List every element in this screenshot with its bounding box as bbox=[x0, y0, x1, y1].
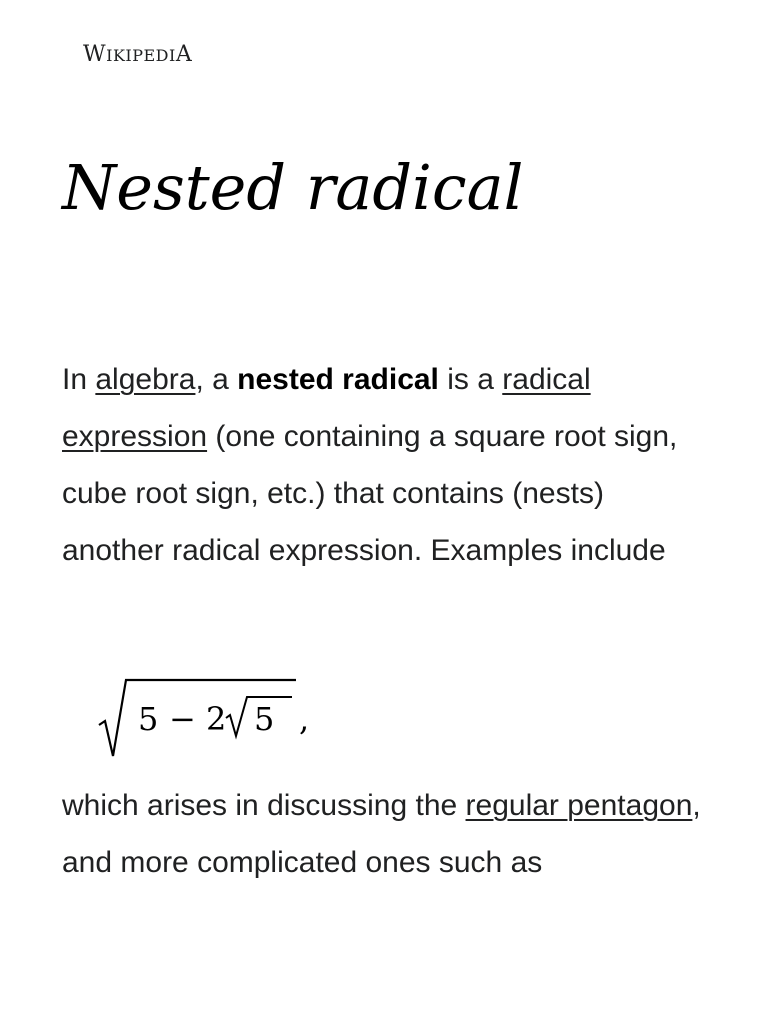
intro-text-3: is a bbox=[438, 363, 503, 396]
formula-inner-five: 5 bbox=[254, 700, 275, 738]
formula-comma: , bbox=[299, 700, 310, 738]
formula-coefficient: 2 bbox=[206, 700, 227, 738]
intro-text-1: In bbox=[62, 363, 96, 396]
formula-outer-five: 5 bbox=[138, 700, 159, 738]
nested-radical-formula bbox=[96, 672, 326, 762]
intro-text-4: (one containing a square root sign, cube root sign, etc.) that contains (nests) another radical expression. Examples include bbox=[62, 420, 678, 567]
pentagon-text-1: which arises in discussing the bbox=[62, 789, 466, 822]
link-algebra[interactable]: algebra bbox=[95, 363, 196, 396]
wikipedia-wordmark[interactable] bbox=[83, 42, 192, 67]
intro-paragraph bbox=[62, 351, 702, 579]
formula-minus: − bbox=[169, 700, 196, 738]
pentagon-text-2: , and more complicated ones such as bbox=[62, 789, 701, 879]
pentagon-paragraph bbox=[62, 777, 702, 891]
bold-term-nested-radical: nested radical bbox=[237, 363, 439, 396]
intro-text-2: , a bbox=[195, 363, 238, 396]
wordmark-letter-w: W bbox=[83, 42, 107, 67]
link-regular-pentagon[interactable]: regular pentagon bbox=[465, 789, 693, 822]
page-title: Nested radical bbox=[62, 151, 524, 224]
wordmark-smallcaps: IKIPEDI bbox=[106, 46, 176, 65]
link-radical-expression[interactable]: radical expression bbox=[62, 363, 591, 453]
wordmark-letter-a: A bbox=[175, 42, 193, 67]
